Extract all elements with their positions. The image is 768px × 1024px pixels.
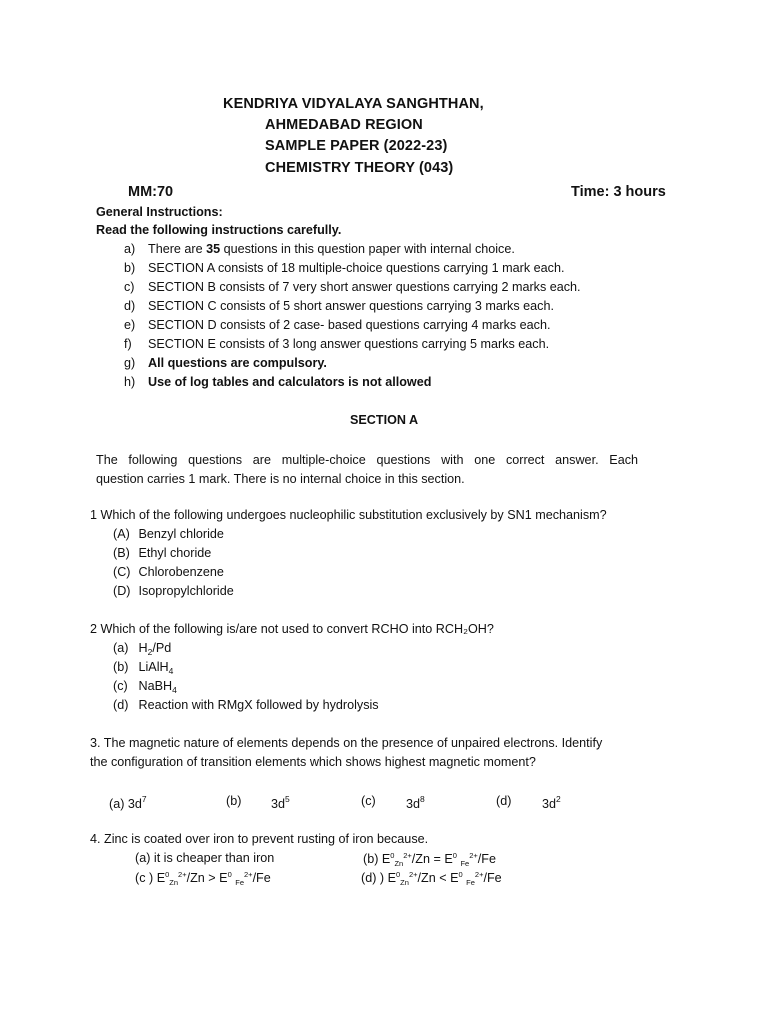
time-allowed: Time: 3 hours bbox=[571, 184, 666, 200]
instruction-text: All questions are compulsory. bbox=[148, 356, 327, 370]
instruction-letter: g) bbox=[124, 356, 136, 370]
instruction-letter: b) bbox=[124, 261, 136, 275]
option-value: $3d^5$ bbox=[271, 794, 290, 811]
region-name: AHMEDABAD REGION bbox=[265, 117, 423, 133]
instruction-text: SECTION D consists of 2 case- based questions carrying 4 marks each. bbox=[148, 318, 551, 332]
subject-title: CHEMISTRY THEORY (043) bbox=[265, 160, 454, 176]
option-item: (c ) $E^0_{Zn}^{2+}/Zn > E^0$ $_{Fe}^{2+}$/Fe bbox=[135, 870, 271, 887]
paper-title: SAMPLE PAPER (2022-23) bbox=[265, 138, 448, 154]
option-item: (b) LiAlH$_4$ bbox=[113, 660, 174, 676]
option-item: (a) $3d^7$ bbox=[109, 794, 147, 811]
option-item: (D) Isopropylchloride bbox=[113, 584, 234, 598]
school-name: KENDRIYA VIDYALAYA SANGHTHAN, bbox=[223, 96, 484, 112]
option-value: $3d^8$ bbox=[406, 794, 425, 811]
question-3-line-1: 3. The magnetic nature of elements depends on the presence of unpaired electrons. Identify bbox=[90, 736, 603, 750]
option-letter: (b) bbox=[226, 794, 242, 808]
instructions-intro: Read the following instructions carefully. bbox=[96, 223, 342, 237]
option-value: $3d^2$ bbox=[542, 794, 561, 811]
instruction-text: Use of log tables and calculators is not allowed bbox=[148, 375, 432, 389]
option-item: (b) $E^0_{Zn}^{2+}/Zn = E^0$ $_{Fe}^{2+}$/Fe bbox=[363, 851, 496, 868]
instruction-text: SECTION E consists of 3 long answer questions carrying 5 marks each. bbox=[148, 337, 550, 351]
instruction-text: SECTION C consists of 5 short answer questions carrying 3 marks each. bbox=[148, 299, 554, 313]
instruction-text: SECTION B consists of 7 very short answer questions carrying 2 marks each. bbox=[148, 280, 581, 294]
instruction-letter: e) bbox=[124, 318, 136, 332]
option-item: (a) $H_2/Pd$ bbox=[113, 641, 172, 657]
section-intro: The following questions are multiple-choice questions with one correct answer. Each question carries 1 mark. There is no internal choice in this section. bbox=[96, 453, 638, 486]
instruction-letter: a) bbox=[124, 242, 136, 256]
option-item: (d) ) $E^0_{Zn}^{2+}/Zn < E^0$ $_{Fe}^{2+}$/Fe bbox=[361, 870, 502, 887]
question-4-text: 4. Zinc is coated over iron to prevent rusting of iron because. bbox=[90, 832, 429, 846]
option-item: (d) Reaction with RMgX followed by hydrolysis bbox=[113, 698, 379, 712]
option-letter: (d) bbox=[496, 794, 512, 808]
option-item: (C) Chlorobenzene bbox=[113, 565, 224, 579]
instruction-letter: f) bbox=[124, 337, 132, 351]
instruction-text: SECTION A consists of 18 multiple-choice questions carrying 1 mark each. bbox=[148, 261, 565, 275]
option-item: (c) NaBH$_4$ bbox=[113, 679, 177, 695]
option-item: (A) Benzyl chloride bbox=[113, 527, 224, 541]
instruction-letter: h) bbox=[124, 375, 136, 389]
section-title: SECTION A bbox=[350, 413, 419, 427]
instruction-letter: c) bbox=[124, 280, 135, 294]
option-letter: (c) bbox=[361, 794, 376, 808]
question-2-text: 2 Which of the following is/are not used to convert RCHO into RCH₂OH? bbox=[90, 622, 494, 636]
max-marks: MM:70 bbox=[128, 184, 174, 200]
instruction-letter: d) bbox=[124, 299, 136, 313]
instructions-heading: General Instructions: bbox=[96, 205, 223, 219]
option-item: (B) Ethyl choride bbox=[113, 546, 212, 560]
instruction-text: There are 35 questions in this question paper with internal choice. bbox=[148, 242, 515, 256]
option-item: (a) it is cheaper than iron bbox=[135, 851, 275, 865]
question-1-text: 1 Which of the following undergoes nucleophilic substitution exclusively by SN1 mechanism? bbox=[90, 508, 607, 522]
question-3-line-2: the configuration of transition elements which shows highest magnetic moment? bbox=[90, 755, 536, 769]
